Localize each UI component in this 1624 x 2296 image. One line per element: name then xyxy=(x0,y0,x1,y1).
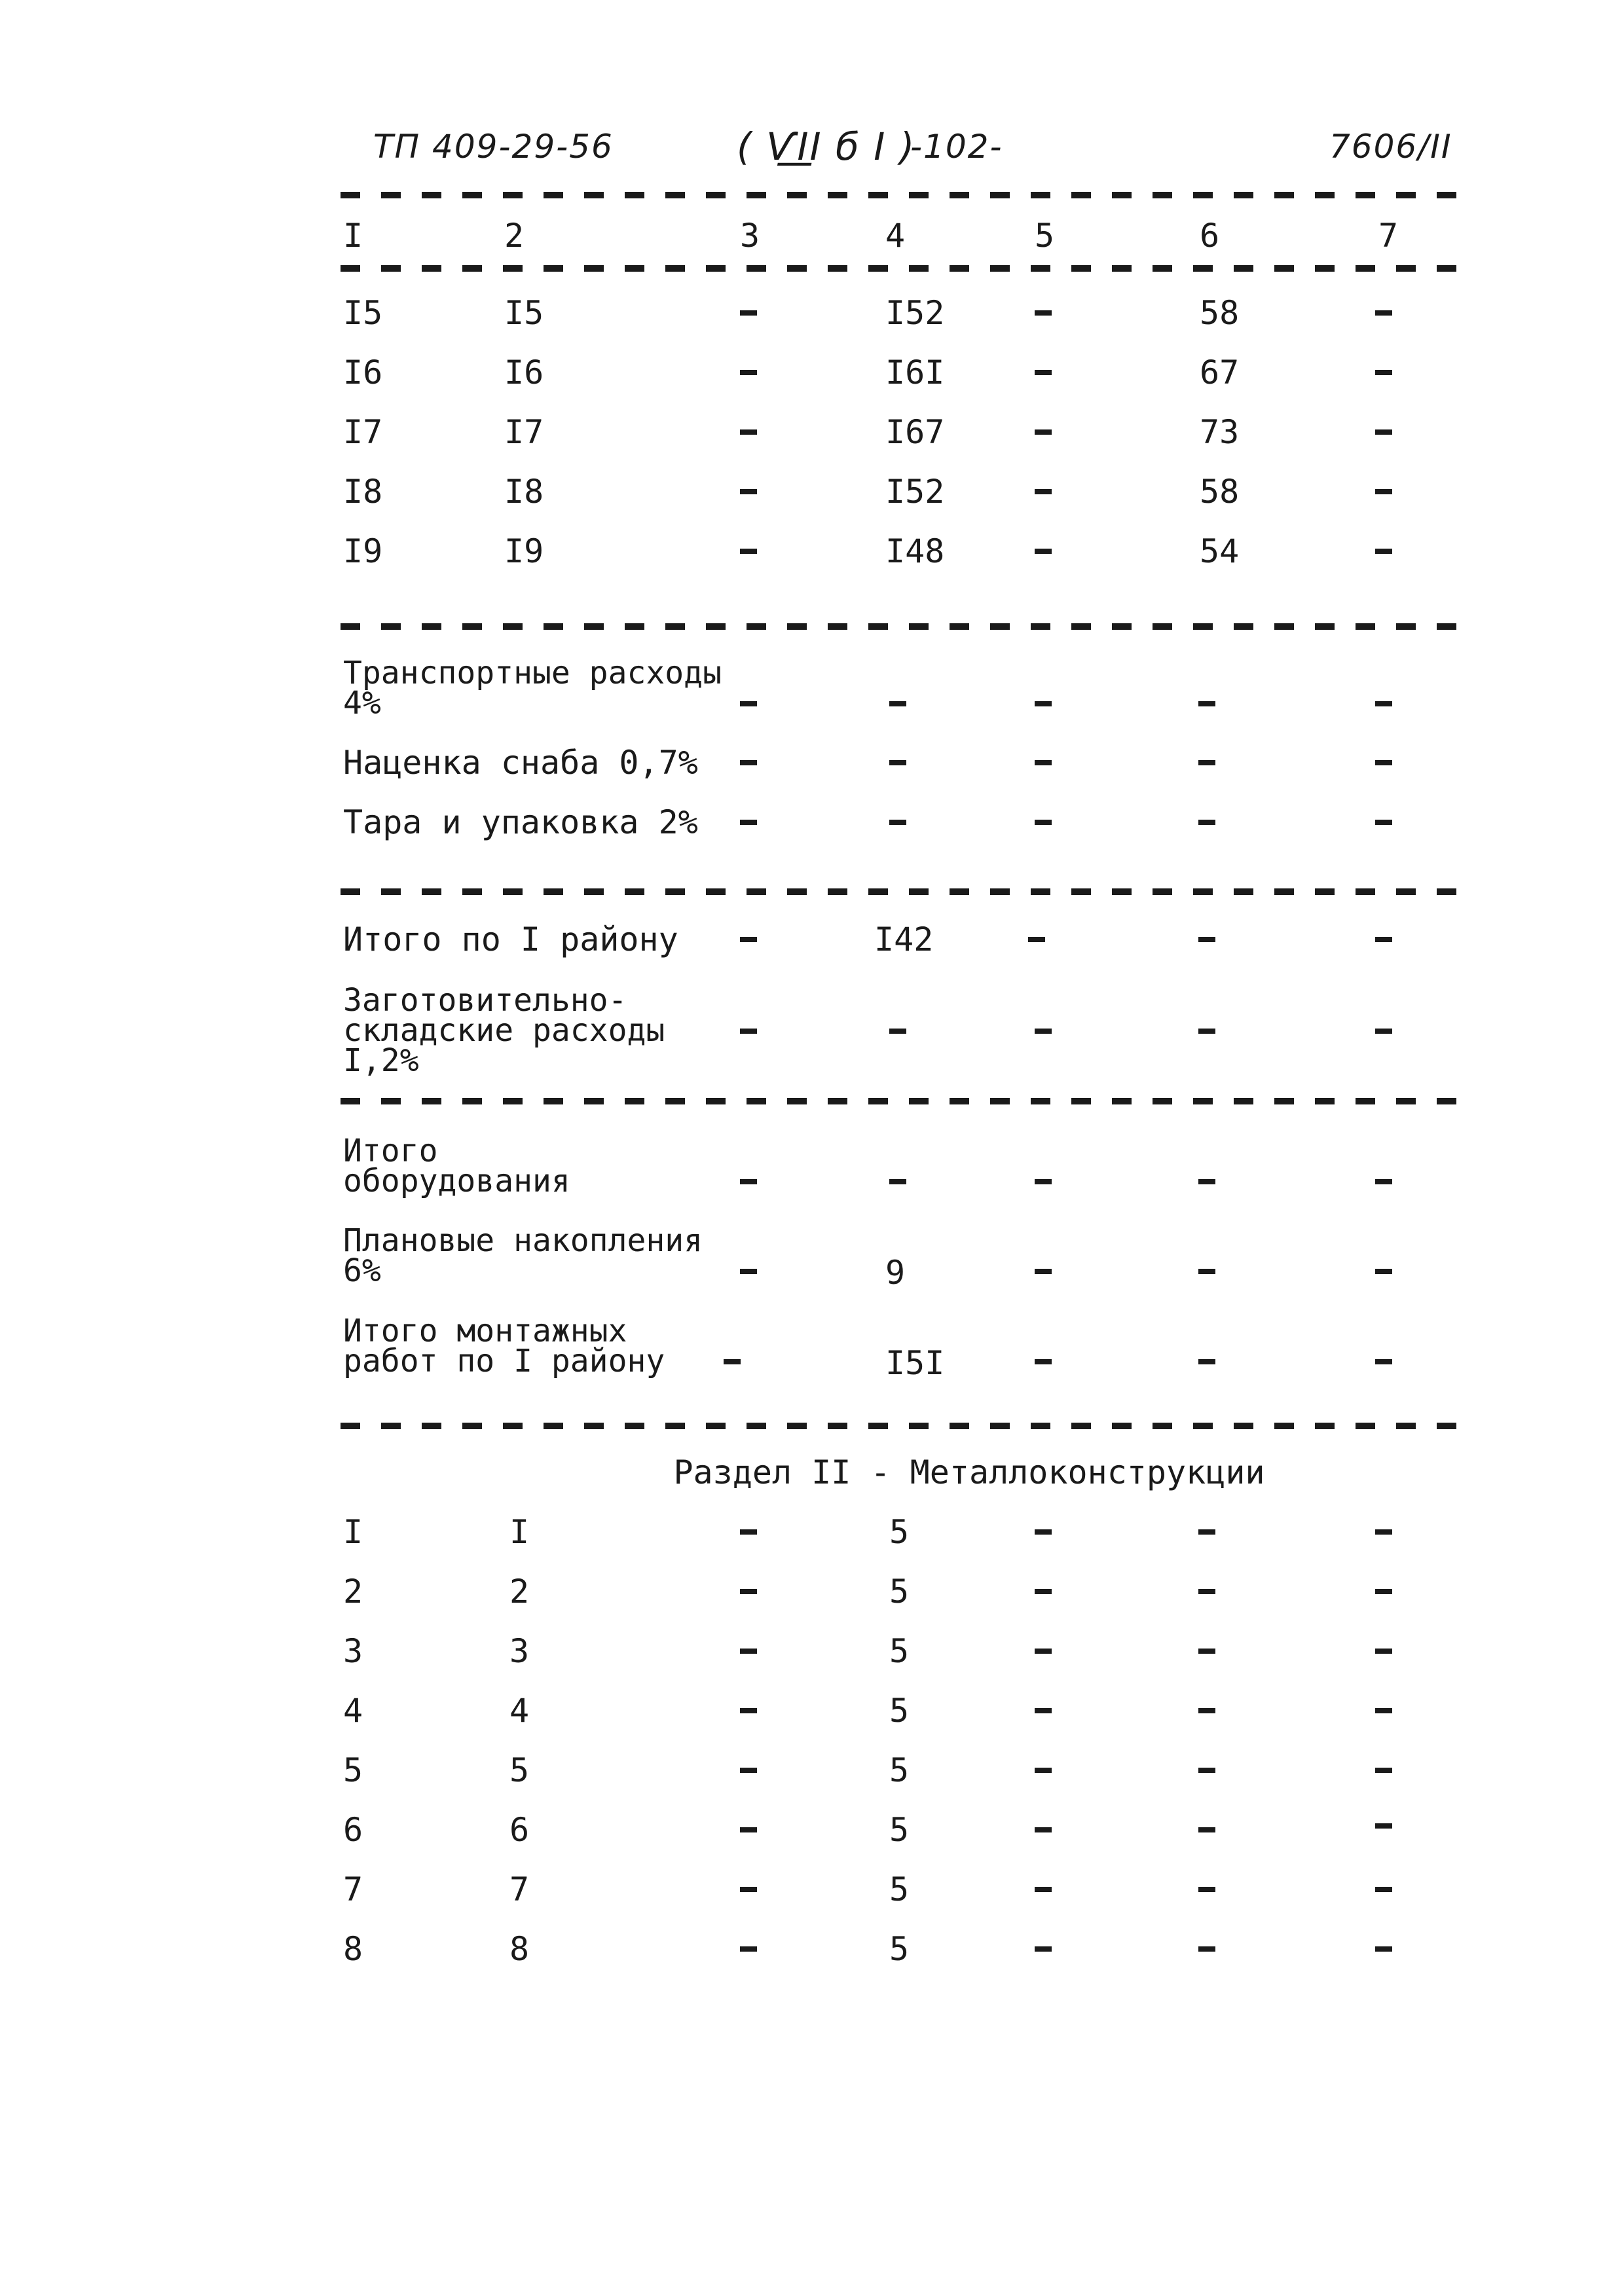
doc-code: ТП 409-29-56 xyxy=(373,128,614,166)
table-row xyxy=(0,655,1624,723)
table-row xyxy=(0,1810,1624,1863)
table-row xyxy=(0,1870,1624,1922)
divider xyxy=(341,265,1467,272)
cell-col-2: 5 xyxy=(509,1751,530,1789)
dash-mark xyxy=(1375,429,1392,435)
cell-col-2: 7 xyxy=(509,1870,530,1908)
dash-mark xyxy=(740,820,757,825)
cell-col-1: I xyxy=(343,1513,363,1551)
dash-mark xyxy=(1198,937,1215,942)
dash-mark xyxy=(740,1589,757,1594)
dash-mark xyxy=(1198,701,1215,706)
cell-col-4: 5 xyxy=(889,1870,910,1908)
row-label: Заготовительно-складские расходы I,2% xyxy=(343,982,665,1079)
dash-mark xyxy=(889,1179,906,1184)
dash-mark xyxy=(740,1029,757,1034)
dash-mark xyxy=(1375,1529,1392,1535)
dash-mark xyxy=(889,820,906,825)
dash-mark xyxy=(1198,1179,1215,1184)
dash-mark xyxy=(1198,1946,1215,1952)
dash-mark xyxy=(1198,1269,1215,1274)
dash-mark xyxy=(740,1768,757,1773)
dash-mark xyxy=(724,1359,741,1364)
dash-mark xyxy=(1035,1827,1052,1832)
cell-col-4: I42 xyxy=(874,920,934,958)
cell-col-2: 2 xyxy=(509,1573,530,1611)
dash-mark xyxy=(1198,1359,1215,1364)
col-4-header: 4 xyxy=(885,217,906,255)
table-row xyxy=(0,803,1624,855)
cell-col-6: 73 xyxy=(1200,413,1240,451)
dash-mark xyxy=(1035,549,1052,554)
table-row xyxy=(0,743,1624,795)
cell-col-1: I9 xyxy=(343,532,383,570)
row-label: Итого по I району xyxy=(343,920,678,958)
table-row xyxy=(0,1572,1624,1624)
table-row xyxy=(0,472,1624,524)
cell-col-2: 4 xyxy=(509,1692,530,1730)
dash-mark xyxy=(1375,1768,1392,1773)
sheet-mark: ( Ѵ͟ІІ б І ) xyxy=(737,124,916,169)
cell-col-2: I8 xyxy=(504,473,544,511)
dash-mark xyxy=(740,489,757,494)
dash-mark xyxy=(889,701,906,706)
dash-mark xyxy=(1375,1359,1392,1364)
cell-col-4: 5 xyxy=(889,1930,910,1968)
table-row xyxy=(0,412,1624,465)
cell-col-2: I9 xyxy=(504,532,544,570)
dash-mark xyxy=(1198,820,1215,825)
cell-col-1: 6 xyxy=(343,1811,363,1849)
dash-mark xyxy=(1375,1823,1392,1829)
dash-mark xyxy=(1035,310,1052,316)
dash-mark xyxy=(889,760,906,765)
row-label: Тара и упаковка 2% xyxy=(343,803,698,841)
cell-col-4: I6I xyxy=(885,354,945,392)
dash-mark xyxy=(740,1179,757,1184)
divider xyxy=(341,623,1467,630)
dash-mark xyxy=(740,1887,757,1892)
col-6-header: 6 xyxy=(1200,217,1220,255)
cell-col-1: 4 xyxy=(343,1692,363,1730)
table-row xyxy=(0,532,1624,584)
table-row xyxy=(0,1222,1624,1292)
cell-col-6: 67 xyxy=(1200,354,1240,392)
section-title-text: Раздел II - Металлоконструкции xyxy=(673,1453,1265,1491)
dash-mark xyxy=(1198,1708,1215,1713)
row-label: Итого оборудования xyxy=(343,1133,570,1199)
cell-col-4: 5 xyxy=(889,1811,910,1849)
cell-col-4: I48 xyxy=(885,532,945,570)
cell-col-1: I7 xyxy=(343,413,383,451)
dash-mark xyxy=(1035,820,1052,825)
dash-mark xyxy=(889,1029,906,1034)
cell-col-4: 5 xyxy=(889,1692,910,1730)
cell-col-4: 5 xyxy=(889,1513,910,1551)
section-title xyxy=(0,1453,1624,1491)
dash-mark xyxy=(1198,1529,1215,1535)
cell-col-2: I5 xyxy=(504,294,544,332)
table-row xyxy=(0,293,1624,346)
col-5-header: 5 xyxy=(1035,217,1055,255)
col-7-header: 7 xyxy=(1378,217,1399,255)
table-row xyxy=(0,1631,1624,1684)
dash-mark xyxy=(1375,1179,1392,1184)
table-row xyxy=(0,1313,1624,1382)
dash-mark xyxy=(740,310,757,316)
table-row xyxy=(0,1133,1624,1201)
dash-mark xyxy=(1035,1649,1052,1654)
dash-mark xyxy=(740,370,757,375)
col-1-header: I xyxy=(343,217,363,255)
dash-mark xyxy=(1035,1589,1052,1594)
dash-mark xyxy=(1035,1269,1052,1274)
dash-mark xyxy=(1035,1029,1052,1034)
row-label: Плановые накопления 6% xyxy=(343,1222,703,1289)
dash-mark xyxy=(1375,549,1392,554)
dash-mark xyxy=(1375,1589,1392,1594)
cell-col-6: 54 xyxy=(1200,532,1240,570)
cell-col-2: I xyxy=(509,1513,530,1551)
dash-mark xyxy=(1035,1768,1052,1773)
page-number: -102- xyxy=(910,128,1003,166)
cell-col-4: 9 xyxy=(885,1254,906,1292)
cell-col-1: I8 xyxy=(343,473,383,511)
dash-mark xyxy=(740,1269,757,1274)
dash-mark xyxy=(1198,760,1215,765)
divider xyxy=(341,1423,1467,1429)
dash-mark xyxy=(1198,1768,1215,1773)
dash-mark xyxy=(740,429,757,435)
cell-col-1: I5 xyxy=(343,294,383,332)
dash-mark xyxy=(1375,701,1392,706)
divider xyxy=(341,1098,1467,1104)
dash-mark xyxy=(1035,1887,1052,1892)
dash-mark xyxy=(1375,820,1392,825)
dash-mark xyxy=(740,1946,757,1952)
divider xyxy=(341,192,1467,198)
dash-mark xyxy=(740,1529,757,1535)
dash-mark xyxy=(1035,1708,1052,1713)
table-row xyxy=(0,920,1624,972)
doc-number: 7606/ІІ xyxy=(1329,128,1452,166)
col-3-header: 3 xyxy=(740,217,760,255)
cell-col-6: 58 xyxy=(1200,294,1240,332)
cell-col-4: I67 xyxy=(885,413,945,451)
dash-mark xyxy=(1375,760,1392,765)
cell-col-6: 58 xyxy=(1200,473,1240,511)
dash-mark xyxy=(1375,1887,1392,1892)
dash-mark xyxy=(1198,1649,1215,1654)
cell-col-1: I6 xyxy=(343,354,383,392)
dash-mark xyxy=(1375,310,1392,316)
table-row xyxy=(0,982,1624,1079)
dash-mark xyxy=(1198,1827,1215,1832)
column-header-row xyxy=(0,216,1624,268)
cell-col-4: I52 xyxy=(885,294,945,332)
dash-mark xyxy=(1035,489,1052,494)
dash-mark xyxy=(1035,370,1052,375)
dash-mark xyxy=(740,937,757,942)
dash-mark xyxy=(740,549,757,554)
cell-col-4: 5 xyxy=(889,1751,910,1789)
dash-mark xyxy=(1035,429,1052,435)
dash-mark xyxy=(1375,1269,1392,1274)
cell-col-2: 3 xyxy=(509,1632,530,1670)
cell-col-4: 5 xyxy=(889,1573,910,1611)
cell-col-1: 7 xyxy=(343,1870,363,1908)
col-2-header: 2 xyxy=(504,217,525,255)
table-row xyxy=(0,1691,1624,1743)
dash-mark xyxy=(1198,1887,1215,1892)
table-row xyxy=(0,1751,1624,1803)
dash-mark xyxy=(1375,1649,1392,1654)
dash-mark xyxy=(740,701,757,706)
cell-col-4: I52 xyxy=(885,473,945,511)
dash-mark xyxy=(740,1708,757,1713)
row-label: Итого монтажных работ по I району xyxy=(343,1313,665,1379)
cell-col-2: 8 xyxy=(509,1930,530,1968)
dash-mark xyxy=(1198,1589,1215,1594)
dash-mark xyxy=(1035,1179,1052,1184)
dash-mark xyxy=(740,1649,757,1654)
row-label: Наценка снаба 0,7% xyxy=(343,744,698,782)
cell-col-1: 2 xyxy=(343,1573,363,1611)
dash-mark xyxy=(1035,1946,1052,1952)
dash-mark xyxy=(1035,760,1052,765)
dash-mark xyxy=(740,760,757,765)
cell-col-2: I7 xyxy=(504,413,544,451)
cell-col-1: 8 xyxy=(343,1930,363,1968)
cell-col-2: I6 xyxy=(504,354,544,392)
dash-mark xyxy=(1028,937,1045,942)
dash-mark xyxy=(1035,701,1052,706)
divider xyxy=(341,888,1467,895)
cell-col-1: 5 xyxy=(343,1751,363,1789)
dash-mark xyxy=(1375,489,1392,494)
cell-col-4: I5I xyxy=(885,1344,945,1382)
dash-mark xyxy=(1198,1029,1215,1034)
dash-mark xyxy=(740,1827,757,1832)
dash-mark xyxy=(1375,1946,1392,1952)
cell-col-4: 5 xyxy=(889,1632,910,1670)
dash-mark xyxy=(1375,937,1392,942)
table-row xyxy=(0,1512,1624,1565)
dash-mark xyxy=(1375,370,1392,375)
table-row xyxy=(0,1929,1624,1982)
dash-mark xyxy=(1375,1708,1392,1713)
dash-mark xyxy=(1035,1529,1052,1535)
row-label: Транспортные расходы 4% xyxy=(343,655,722,721)
dash-mark xyxy=(1035,1359,1052,1364)
cell-col-2: 6 xyxy=(509,1811,530,1849)
table-row xyxy=(0,353,1624,405)
cell-col-1: 3 xyxy=(343,1632,363,1670)
dash-mark xyxy=(1375,1029,1392,1034)
